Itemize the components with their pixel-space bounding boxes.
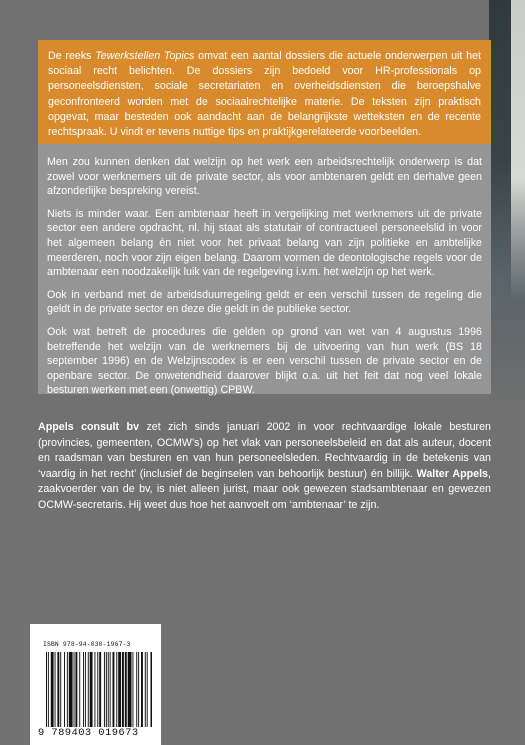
author-name: Walter Appels <box>416 467 489 480</box>
barcode-bar <box>145 652 146 727</box>
barcode-bar <box>79 652 80 727</box>
barcode-icon <box>46 652 152 727</box>
barcode-bar <box>136 652 137 727</box>
barcode-bar <box>122 652 124 727</box>
summary-paragraph: Men zou kunnen denken dat welzijn op het werk een arbeidsrechtelijk onderwerp is dat zowel voor werknemers uit de private sector, als voor ambtenaren geldt en derhalve geen afzonderlijke bespreking vereist. <box>47 156 482 198</box>
barcode-bar <box>118 652 121 727</box>
barcode-bar <box>57 652 59 727</box>
barcode-bar <box>69 652 73 727</box>
barcode-bar <box>75 652 77 727</box>
isbn-digits: 9 789403 019673 <box>38 727 139 739</box>
barcode-bar <box>67 652 68 727</box>
barcode-bar <box>97 652 98 727</box>
barcode-bar <box>99 652 101 727</box>
barcode-bar <box>88 652 89 727</box>
barcode-bar <box>55 652 56 727</box>
barcode-bar <box>128 652 132 727</box>
barcode-bar <box>108 652 109 727</box>
barcode-box <box>30 624 161 745</box>
barcode-bar <box>83 652 84 727</box>
series-description-box <box>38 40 491 144</box>
barcode-bar <box>106 652 107 727</box>
barcode-bar <box>113 652 115 727</box>
author-bio: Appels consult bv zet zich sinds januari 2002 in voor rechtvaardige lokale besturen (provincies, gemeenten, OCMW’s) op het vlak van personeelsbeleid en dat als auteur, docent en raadsman van besturen en van hun personeelsleden. Rechtvaardig in de betekenis van ‘vaardig in het recht’ (inclusief de beginselen van behoorlijk bestuur) én billijk. Walter Appels, zaakvoerder van de bv, is niet alleen jurist, maar ook gewezen stadsambtenaar en gewezen OCMW-secretaris. Hij weet dus hoe het aanvoelt om ‘ambtenaar’ te zijn. <box>38 421 491 511</box>
isbn-label: ISBN 978-94-030-1967-3 <box>43 641 131 648</box>
barcode-bar <box>48 652 49 727</box>
barcode-bar <box>138 652 139 727</box>
summary-paragraph: Ook in verband met de arbeidsduurregeling geldt er een verschil tussen de regeling die geldt in de private sector en deze die geldt in de publieke sector. <box>47 288 482 316</box>
barcode-bar <box>147 652 148 727</box>
summary-paragraph: Niets is minder waar. Een ambtenaar heeft in vergelijking met werknemers uit de private sector een andere opdracht, nl. hij staat als statutair of contractueel personeelslid in voor het algemeen belang én niet voor het privaat belang van zijn politieke en ambtelijke meerderen, noch voor zijn eigen belang. Daarom vormen de deontologische regels voor de ambtenaar een noodzakelijk luik van de regelgeving i.v.m. het welzijn op het werk. <box>47 207 482 279</box>
series-description: De reeks Tewerkstellen Topics omvat een aantal dossiers die actuele onderwerpen uit het sociaal recht belichten. De dossiers zijn bedoeld voor HR-professionals op personeelsdiensten, sociale secretariaten en overheidsdiensten die beroepshalve geconfronteerd worden met de sociaalrechtelijke materie. De teksten zijn praktisch opgevat, maar besteden ook aandacht aan de belangrijkste wetteksten en de recente rechtspraak. U vindt er tevens nuttige tips en praktijkgerelateerde voorbeelden. <box>48 50 481 139</box>
barcode-bar <box>151 652 153 727</box>
barcode-bar <box>132 652 133 727</box>
book-summary-box <box>38 144 491 397</box>
barcode-bar <box>141 652 143 727</box>
barcode-bar <box>94 652 95 727</box>
barcode-bar <box>116 652 117 727</box>
company-name: Appels consult bv <box>38 421 140 433</box>
barcode-bar <box>51 652 54 727</box>
barcode-bar <box>46 652 47 727</box>
barcode-bar <box>64 652 65 727</box>
barcode-bar <box>110 652 111 727</box>
barcode-bar <box>60 652 61 727</box>
barcode-bar <box>85 652 86 727</box>
barcode-bar <box>74 652 75 727</box>
cover-photo-edge <box>489 0 525 400</box>
barcode-bar <box>104 652 105 727</box>
series-name: Tewerkstellen Topics <box>95 50 195 62</box>
summary-paragraph: Ook wat betreft de procedures die gelden op grond van wet van 4 augustus 1996 betreffende het welzijn van de werknemers bij de uitvoering van hun werk (BS 18 september 1996) en de Welzijnscodex is er een verschil tussen de private sector en de openbare sector. De onwetendheid daarover blijkt o.a. uit het feit dat nog veel lokale besturen werken met een (onwettig) CPBW. <box>47 325 482 397</box>
barcode-bar <box>90 652 93 727</box>
barcode-bar <box>125 652 127 727</box>
